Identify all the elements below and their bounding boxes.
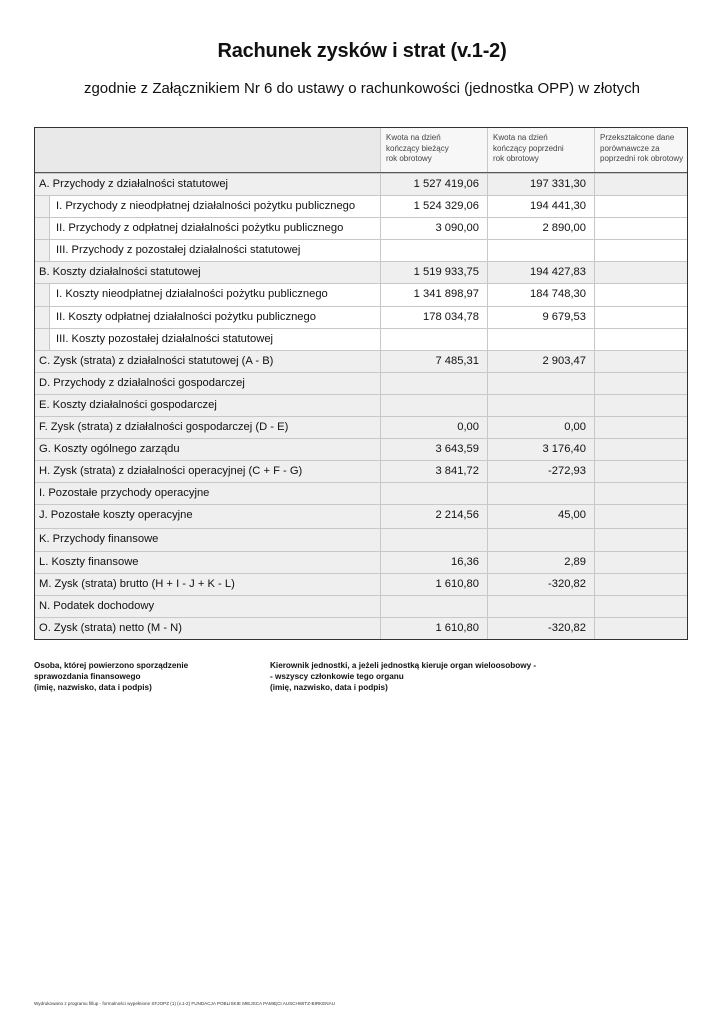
row-label: O. Zysk (strata) netto (M - N) <box>35 618 381 639</box>
table-row-a <box>35 173 687 195</box>
previous-value: 194 427,83 <box>488 262 595 283</box>
previous-value: 2 890,00 <box>488 218 595 239</box>
table-row-m <box>35 573 687 595</box>
restated-value <box>595 240 687 261</box>
restated-value <box>595 483 687 504</box>
table-row-n <box>35 595 687 617</box>
previous-value <box>488 529 595 550</box>
table-row-l <box>35 551 687 573</box>
restated-value <box>595 174 687 195</box>
restated-value <box>595 552 687 573</box>
restated-value <box>595 461 687 482</box>
current-value: 1 519 933,75 <box>381 262 488 283</box>
previous-value: 2 903,47 <box>488 351 595 372</box>
row-label: L. Koszty finansowe <box>35 552 381 573</box>
table-row-a-iii <box>35 239 687 261</box>
previous-value: 3 176,40 <box>488 439 595 460</box>
previous-value: 194 441,30 <box>488 196 595 217</box>
current-value <box>381 483 488 504</box>
current-value <box>381 240 488 261</box>
table-row-j <box>35 504 687 528</box>
table-row-f <box>35 416 687 438</box>
previous-value: 184 748,30 <box>488 284 595 305</box>
preparer-signature-block: Osoba, której powierzono sporządzenie sprawozdania finansowego (imię, nazwisko, data i podpis) <box>34 661 189 692</box>
restated-value <box>595 505 687 528</box>
current-value <box>381 373 488 394</box>
current-value: 1 524 329,06 <box>381 196 488 217</box>
table-header-row <box>35 128 687 173</box>
table-row-o <box>35 617 687 639</box>
table-row-b <box>35 261 687 283</box>
current-value: 1 610,80 <box>381 618 488 639</box>
previous-value: -272,93 <box>488 461 595 482</box>
row-label: A. Przychody z działalności statutowej <box>35 174 381 195</box>
current-value: 3 841,72 <box>381 461 488 482</box>
document-subtitle: zgodnie z Załącznikiem Nr 6 do ustawy o rachunkowości (jednostka OPP) w złotych <box>83 80 641 97</box>
restated-value <box>595 439 687 460</box>
previous-value: 45,00 <box>488 505 595 528</box>
current-value: 0,00 <box>381 417 488 438</box>
current-value: 3 643,59 <box>381 439 488 460</box>
income-statement-table <box>34 127 688 640</box>
current-value: 1 341 898,97 <box>381 284 488 305</box>
previous-value <box>488 373 595 394</box>
row-label: I. Pozostałe przychody operacyjne <box>35 483 381 504</box>
table-row-c <box>35 350 687 372</box>
current-value: 16,36 <box>381 552 488 573</box>
header-label-cell <box>35 128 381 172</box>
restated-value <box>595 417 687 438</box>
row-label: J. Pozostałe koszty operacyjne <box>35 505 381 528</box>
print-footer: Wydrukowano z programu fillup - formalności wypełnione SFJOPZ (1) (v.1-2) FUNDACJA POBLISKIE MIEJSCA PAMIĘCI AUSCHWITZ-BIRKENAU <box>34 1001 336 1006</box>
previous-value <box>488 483 595 504</box>
current-value: 178 034,78 <box>381 307 488 328</box>
current-value <box>381 596 488 617</box>
previous-value: 197 331,30 <box>488 174 595 195</box>
current-value: 1 610,80 <box>381 574 488 595</box>
row-label: III. Przychody z pozostałej działalności statutowej <box>35 240 381 261</box>
restated-value <box>595 574 687 595</box>
current-value <box>381 395 488 416</box>
table-row-e <box>35 394 687 416</box>
table-row-h <box>35 460 687 482</box>
restated-value <box>595 284 687 305</box>
restated-value <box>595 529 687 550</box>
restated-value <box>595 596 687 617</box>
header-previous-year: Kwota na dzień kończący poprzedni rok obrotowy <box>488 128 595 172</box>
previous-value <box>488 329 595 350</box>
row-label: E. Koszty działalności gospodarczej <box>35 395 381 416</box>
previous-value: -320,82 <box>488 618 595 639</box>
row-label: M. Zysk (strata) brutto (H + I - J + K - L) <box>35 574 381 595</box>
table-row-k <box>35 528 687 550</box>
table-row-a-i <box>35 195 687 217</box>
row-label: K. Przychody finansowe <box>35 529 381 550</box>
restated-value <box>595 351 687 372</box>
previous-value: 2,89 <box>488 552 595 573</box>
row-label: H. Zysk (strata) z działalności operacyjnej (C + F - G) <box>35 461 381 482</box>
row-label: C. Zysk (strata) z działalności statutowej (A - B) <box>35 351 381 372</box>
restated-value <box>595 395 687 416</box>
row-label: B. Koszty działalności statutowej <box>35 262 381 283</box>
row-label: D. Przychody z działalności gospodarczej <box>35 373 381 394</box>
table-row-a-ii <box>35 217 687 239</box>
row-label: I. Koszty nieodpłatnej działalności pożytku publicznego <box>35 284 381 305</box>
table-row-b-i <box>35 283 687 305</box>
previous-value <box>488 596 595 617</box>
current-value: 1 527 419,06 <box>381 174 488 195</box>
row-label: III. Koszty pozostałej działalności statutowej <box>35 329 381 350</box>
row-label: N. Podatek dochodowy <box>35 596 381 617</box>
row-label: I. Przychody z nieodpłatnej działalności pożytku publicznego <box>35 196 381 217</box>
previous-value <box>488 240 595 261</box>
row-label: F. Zysk (strata) z działalności gospodarczej (D - E) <box>35 417 381 438</box>
table-row-b-iii <box>35 328 687 350</box>
row-label: G. Koszty ogólnego zarządu <box>35 439 381 460</box>
restated-value <box>595 329 687 350</box>
table-row-g <box>35 438 687 460</box>
row-label: II. Koszty odpłatnej działalności pożytku publicznego <box>35 307 381 328</box>
restated-value <box>595 196 687 217</box>
restated-value <box>595 307 687 328</box>
previous-value: -320,82 <box>488 574 595 595</box>
current-value <box>381 529 488 550</box>
previous-value: 9 679,53 <box>488 307 595 328</box>
table-row-i <box>35 482 687 504</box>
row-label: II. Przychody z odpłatnej działalności pożytku publicznego <box>35 218 381 239</box>
document-title: Rachunek zysków i strat (v.1-2) <box>217 40 507 62</box>
current-value: 2 214,56 <box>381 505 488 528</box>
current-value: 3 090,00 <box>381 218 488 239</box>
previous-value: 0,00 <box>488 417 595 438</box>
restated-value <box>595 373 687 394</box>
manager-signature-block: Kierownik jednostki, a jeżeli jednostką kieruje organ wieloosobowy - - wszyscy członkowie tego organu (imię, nazwisko, data i podpis) <box>270 661 537 692</box>
table-row-d <box>35 372 687 394</box>
restated-value <box>595 262 687 283</box>
header-current-year: Kwota na dzień kończący bieżący rok obrotowy <box>381 128 488 172</box>
restated-value <box>595 618 687 639</box>
previous-value <box>488 395 595 416</box>
header-restated: Przekształcone dane porównawcze za poprzedni rok obrotowy <box>595 128 687 172</box>
table-row-b-ii <box>35 306 687 328</box>
restated-value <box>595 218 687 239</box>
current-value: 7 485,31 <box>381 351 488 372</box>
current-value <box>381 329 488 350</box>
